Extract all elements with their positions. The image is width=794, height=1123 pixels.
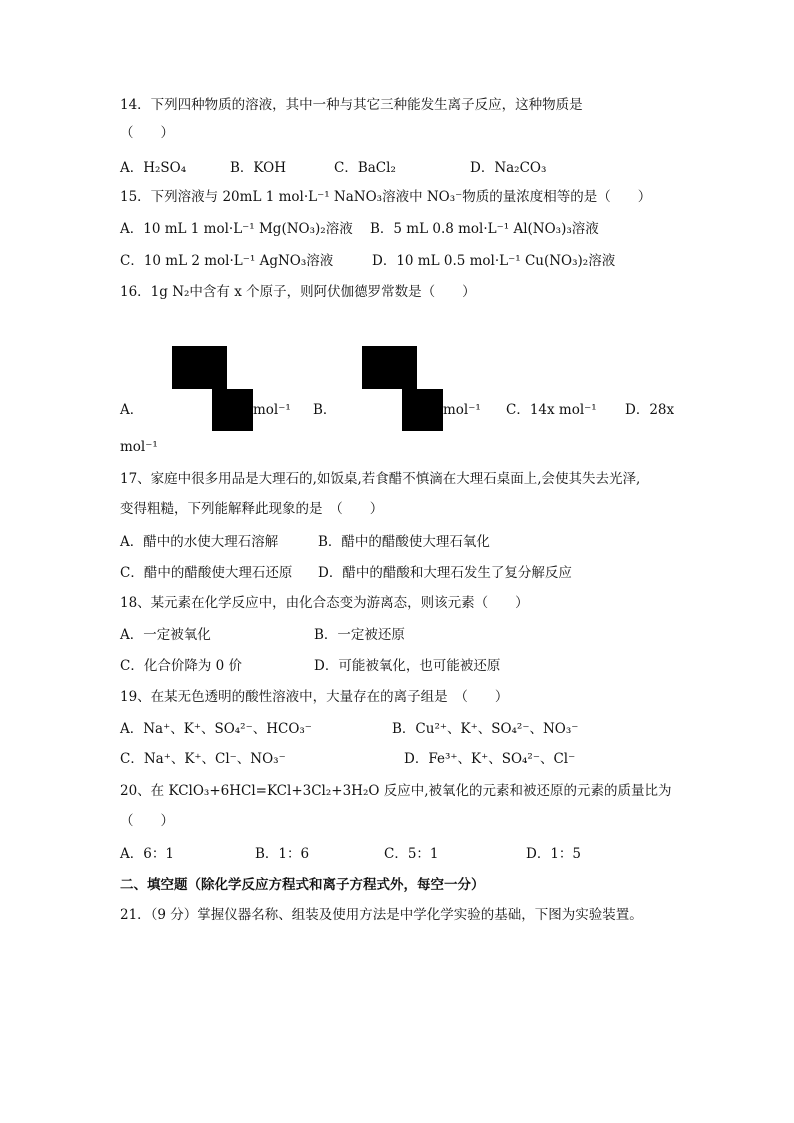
q20-option-d: D．1：5 xyxy=(526,846,582,862)
q18-option-c: C．化合价降为 0 价 xyxy=(120,658,243,674)
q16-option-b-unit: mol⁻¹ xyxy=(443,402,481,418)
q16-fraction-a-image xyxy=(172,346,227,389)
q15-option-c: C．10 mL 2 mol·L⁻¹ AgNO₃溶液 xyxy=(120,253,334,269)
q16-fraction-a-image-lower xyxy=(212,389,253,431)
q21-stem: 21．（9 分）掌握仪器名称、组装及使用方法是中学化学实验的基础，下图为实验装置。 xyxy=(120,907,643,923)
q18-option-b: B．一定被还原 xyxy=(314,627,405,643)
q16-fraction-b-image-lower xyxy=(402,389,443,431)
q16-stem: 16．1g N₂中含有 x 个原子，则阿伏伽德罗常数是（ ） xyxy=(120,284,476,300)
q20-stem: 20、在 KClO₃+6HCl=KCl+3Cl₂+3H₂O 反应中,被氧化的元素和被还原的元素的质量比为 xyxy=(120,783,672,799)
q20-paren: （ ） xyxy=(120,813,174,829)
q16-option-a: A． xyxy=(120,402,144,418)
q16-option-a-unit: mol⁻¹ xyxy=(253,402,291,418)
q15-option-d: D．10 mL 0.5 mol·L⁻¹ Cu(NO₃)₂溶液 xyxy=(372,253,616,269)
q18-stem: 18、某元素在化学反应中，由化合态变为游离态，则该元素（ ） xyxy=(120,595,529,611)
q17-stem-line2: 变得粗糙，下列能解释此现象的是 （ ） xyxy=(120,501,384,517)
q15-option-a: A．10 mL 1 mol·L⁻¹ Mg(NO₃)₂溶液 xyxy=(120,221,353,237)
q19-option-b: B．Cu²⁺、K⁺、SO₄²⁻、NO₃⁻ xyxy=(392,721,579,737)
q19-option-a: A．Na⁺、K⁺、SO₄²⁻、HCO₃⁻ xyxy=(120,721,312,737)
q17-option-c: C．醋中的醋酸使大理石还原 xyxy=(120,565,293,581)
q19-option-d: D．Fe³⁺、K⁺、SO₄²⁻、Cl⁻ xyxy=(404,751,576,767)
q18-option-d: D．可能被氧化，也可能被还原 xyxy=(314,658,501,674)
q19-option-c: C．Na⁺、K⁺、Cl⁻、NO₃⁻ xyxy=(120,751,286,767)
q18-option-a: A．一定被氧化 xyxy=(120,627,211,643)
q16-option-c: C．14x mol⁻¹ xyxy=(506,402,597,418)
q16-fraction-b-image xyxy=(362,346,417,389)
q17-option-b: B．醋中的醋酸使大理石氧化 xyxy=(318,534,490,550)
q14-option-c: C．BaCl₂ xyxy=(334,160,396,176)
q15-option-b: B．5 mL 0.8 mol·L⁻¹ Al(NO₃)₃溶液 xyxy=(370,221,599,237)
q15-stem: 15．下列溶液与 20mL 1 mol·L⁻¹ NaNO₃溶液中 NO₃⁻物质的量浓度相等的是（ ） xyxy=(120,189,652,205)
q14-option-a: A．H₂SO₄ xyxy=(120,160,187,176)
q19-stem: 19、在某无色透明的酸性溶液中，大量存在的离子组是 （ ） xyxy=(120,689,509,705)
section-2-title: 二、填空题（除化学反应方程式和离子方程式外，每空一分） xyxy=(120,877,485,893)
q17-option-d: D．醋中的醋酸和大理石发生了复分解反应 xyxy=(318,565,572,581)
q14-option-d: D．Na₂CO₃ xyxy=(470,160,547,176)
q17-stem-line1: 17、家庭中很多用品是大理石的,如饭桌,若食醋不慎滴在大理石桌面上,会使其失去光泽, xyxy=(120,471,641,487)
q14-option-b: B．KOH xyxy=(230,160,286,176)
q16-option-b: B． xyxy=(313,402,337,418)
q16-option-d: D．28x xyxy=(625,402,675,418)
q17-option-a: A．醋中的水使大理石溶解 xyxy=(120,534,279,550)
q20-option-c: C．5：1 xyxy=(384,846,439,862)
q14-stem: 14．下列四种物质的溶液，其中一种与其它三种能发生离子反应，这种物质是 xyxy=(120,97,583,113)
q20-option-b: B．1：6 xyxy=(255,846,310,862)
q14-paren: （ ） xyxy=(120,125,174,141)
q20-option-a: A．6：1 xyxy=(120,846,174,862)
q16-option-d-unit: mol⁻¹ xyxy=(120,439,158,455)
